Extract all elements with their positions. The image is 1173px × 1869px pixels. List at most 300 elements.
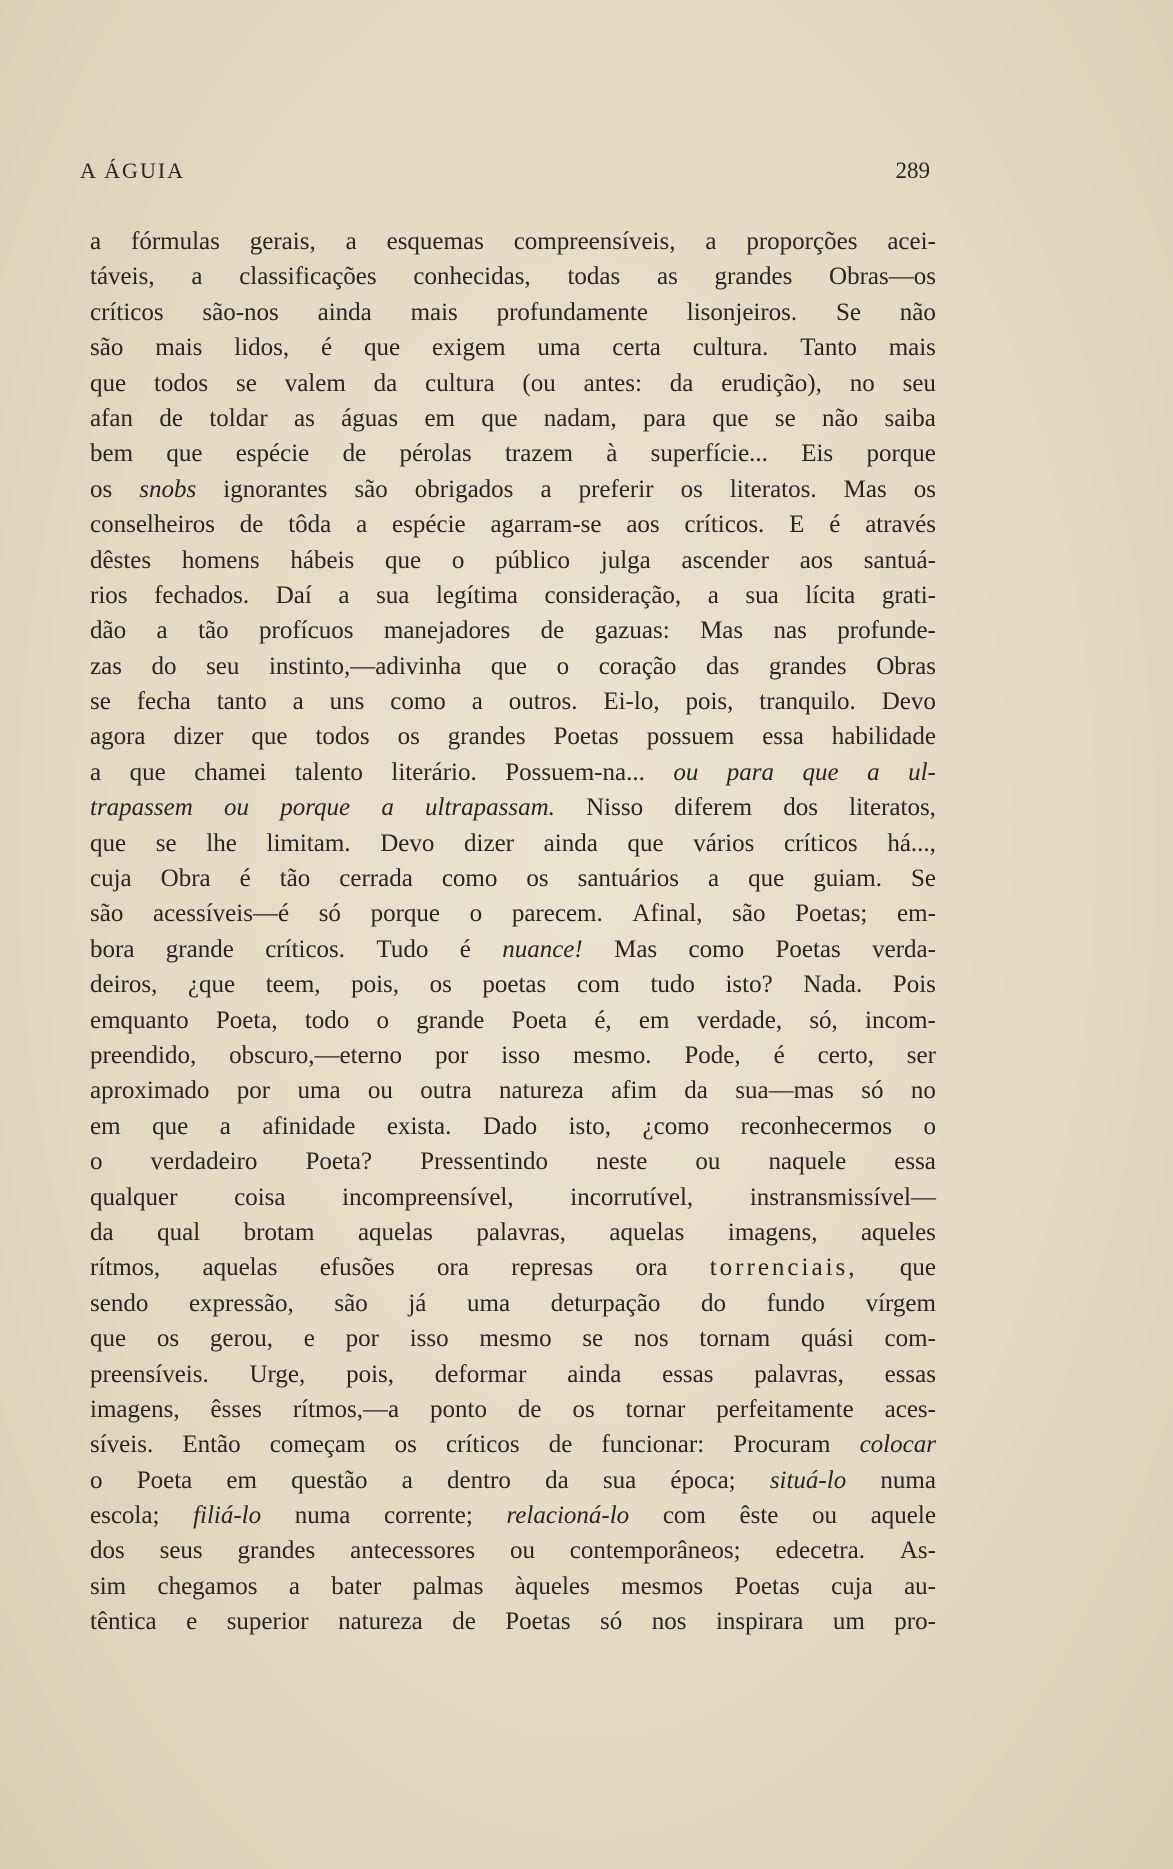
text-line [90,543,936,578]
word: dão [90,617,127,645]
word: ou [509,1537,535,1565]
word: tudo [650,971,695,999]
word: táveis, [90,263,155,291]
word: colocar [859,1431,936,1459]
word: pois, [685,688,734,716]
word: águas [341,404,399,432]
word: que [363,334,401,362]
word: instransmissível— [749,1183,936,1211]
word: grandes [714,263,793,291]
word: superior [226,1608,309,1636]
word: tornam [699,1325,771,1353]
text-line [90,1215,936,1250]
word: ou [367,1077,393,1105]
word: ora [437,1254,469,1282]
word: a [338,581,350,609]
word: palmas [412,1572,484,1600]
word: sua—mas [735,1077,834,1105]
word: outra [420,1077,472,1105]
word: a [867,758,880,786]
word: (ou [522,369,556,397]
word: da [545,1466,569,1494]
text-line [90,861,936,896]
word: inspirara [715,1608,804,1636]
word: literário. [391,758,477,786]
word: espécie [392,511,466,539]
word: agora [90,723,146,751]
text-line [90,1038,936,1073]
word: lidos, [234,334,290,362]
word: as [294,404,315,432]
text-line [90,1073,936,1108]
word: cuja [831,1572,873,1600]
text-line [90,684,936,719]
word: grande [165,935,234,963]
word: acessíveis—é [152,900,290,928]
word: Urge, [249,1360,306,1388]
word: que [90,829,127,857]
word: mesmos [621,1572,704,1600]
word: a [705,228,717,255]
word: Afinal, [632,900,703,928]
word: de [452,1608,476,1636]
text-line [90,1569,936,1604]
body-text [90,224,936,1640]
word: por [236,1077,271,1105]
word: lhe [206,829,237,857]
word: santuários [577,865,679,893]
word: é, [594,1006,612,1034]
word: as [656,263,678,291]
word: críticos. [265,935,346,963]
word: são [90,900,124,928]
word: consideração, [544,581,682,609]
word: se [236,369,257,397]
word: já [408,1289,427,1317]
word: sua [602,1466,637,1494]
word: numa [880,1466,936,1494]
text-line [90,366,936,401]
word: ora [635,1254,668,1282]
word: que [152,1112,189,1140]
word: que [627,829,664,857]
word: antes: [583,369,642,397]
word: a [356,511,368,539]
word: em [90,1112,121,1140]
text-line [90,1144,936,1179]
word: os [397,723,420,751]
word: que [384,546,422,574]
word: aquelas [357,1218,433,1246]
word: Poeta [511,1006,568,1034]
word: rios [90,581,128,609]
word: Mas [700,617,744,645]
word: natureza [338,1608,423,1636]
word: corrente; [384,1502,473,1530]
word: ser [906,1041,936,1069]
word: nos [651,1608,687,1636]
word: como [688,935,745,963]
word: espécie [235,440,310,468]
word: literatos, [849,794,936,822]
word: esquemas [386,228,484,255]
word: é [321,334,333,362]
word: em [638,1006,670,1034]
word: para [726,758,775,786]
word: contemporâneos; [569,1537,741,1565]
word: represas [511,1254,594,1282]
word: por [345,1325,379,1353]
word: os [156,1325,180,1353]
text-line [90,1286,936,1321]
word: coisa [234,1183,286,1211]
word: outros. [508,688,578,716]
text-line [90,1498,936,1533]
word: Poetas; [795,900,868,928]
word: a [381,794,394,822]
word: nadam, [543,404,617,432]
word: os [429,971,452,999]
word: ou [673,758,699,786]
word: de [517,1395,542,1423]
word: como [390,688,446,716]
text-line [90,932,936,967]
word: limitam. [266,829,351,857]
word: obscuro,—eterno [229,1041,403,1069]
word: os [394,1431,417,1459]
word: através [865,511,936,539]
word: preferir [578,475,654,503]
word: antecessores [350,1537,476,1565]
word: que [490,652,528,680]
word: Ei-lo, [603,688,660,716]
word: começam [269,1431,366,1459]
word: au- [904,1572,936,1600]
word: escola; [90,1502,160,1530]
text-line [90,1463,936,1498]
word: hábeis [290,546,355,574]
word: êste [739,1502,779,1530]
text-line [90,1321,936,1356]
word: bem [90,440,134,468]
word: Obra [160,865,211,893]
word: As- [899,1537,936,1565]
word: ul- [908,758,936,786]
word: que [899,1254,936,1282]
word: trazem [504,440,573,468]
text-line [90,578,936,613]
word: grandes [768,652,847,680]
word: imagens, [90,1395,180,1423]
text-line [90,259,936,294]
text-line [90,436,936,471]
word: que [90,369,127,397]
word: Poeta, [215,1006,278,1034]
word: zas [90,652,122,680]
word: nos [633,1325,669,1353]
word: só [318,900,341,928]
word: snobs [139,475,197,503]
word: Nada. [803,971,863,999]
word: o [90,1466,103,1494]
text-line [90,1604,936,1639]
word: toldar [209,404,268,432]
word: a [90,758,102,786]
word: habilidade [831,723,936,751]
word: a [471,688,483,716]
word: proporções [746,228,858,255]
word: classificações [239,263,377,291]
word: reconhecermos [740,1112,892,1140]
word: Poeta [136,1466,193,1494]
word: qual [157,1218,201,1246]
word: críticos [90,298,164,326]
word: dêstes [90,546,152,574]
word: e [186,1608,198,1636]
word: rítmos, [90,1254,161,1282]
word: obrigados [414,475,514,503]
text-line [90,719,936,754]
word: só [600,1608,623,1636]
word: fechados. [154,581,250,609]
word: sim [90,1572,127,1600]
word: que [712,404,749,432]
word: afim [611,1077,657,1105]
word: ou [812,1502,838,1530]
word: seu [902,369,936,397]
word: tornar [625,1395,686,1423]
word: erudição), [721,369,822,397]
word: fundo [766,1289,825,1317]
word: Procuram [733,1431,831,1459]
word: a [707,581,719,609]
word: afan [90,404,134,432]
word: exista. [386,1112,452,1140]
word: não [822,404,859,432]
word: da [373,369,398,397]
word: Pode, [684,1041,741,1069]
word: deturpação [550,1289,661,1317]
word: do [151,652,177,680]
word: gerais, [249,228,316,255]
word: cultura. [692,334,769,362]
word: legítima [435,581,518,609]
text-line [90,967,936,1002]
text-line [90,507,936,542]
word: guiam. [813,865,882,893]
word: E [789,511,805,539]
word: críticos [445,1431,520,1459]
word: há..., [887,829,936,857]
word: são [90,334,124,362]
word: grandes [447,723,526,751]
page-header [80,158,930,194]
word: qualquer [90,1183,178,1211]
word: incorrutível, [570,1183,694,1211]
word: palavras, [754,1360,844,1388]
text-line [90,1180,936,1215]
word: manejadores [383,617,511,645]
word: Poetas [553,723,619,751]
word: a [90,228,102,255]
word: àqueles [514,1572,590,1600]
word: a [540,475,552,503]
word: porque [370,900,441,928]
word: mais [410,298,458,326]
word: Tanto [800,334,857,362]
word: à [606,440,618,468]
word: tôda [288,511,332,539]
word: filiá-lo [193,1502,262,1530]
word: no [849,369,875,397]
word: verda- [872,935,936,963]
word: dos [90,1537,125,1565]
word: literatos. [729,475,817,503]
page-number: 289 [895,158,930,183]
word: dizer [173,723,224,751]
word: tão [198,617,229,645]
word: isso [501,1041,541,1069]
word: que [251,723,288,751]
word: aproximado [90,1077,210,1105]
word: o [376,1006,390,1034]
word: uma [297,1077,341,1105]
word: grati- [881,581,936,609]
word: Eis [801,440,834,468]
word: a [219,1112,231,1140]
word: êsses [210,1395,262,1423]
word: fórmulas [131,228,220,255]
word: todo [304,1006,350,1034]
word: mais [888,334,936,362]
word: ainda [567,1360,622,1388]
word: o [556,652,570,680]
word: se [155,829,177,857]
word: críticos [784,829,858,857]
word: ponto [430,1395,487,1423]
text-line [90,1533,936,1568]
text-line [90,790,936,825]
word: isto, [568,1112,611,1140]
word: preendido, [90,1041,197,1069]
word: Então [182,1431,241,1459]
word: que [802,758,839,786]
word: gerou, [209,1325,274,1353]
word: para [643,404,687,432]
word: naquele [768,1148,847,1176]
word: uma [537,334,581,362]
word: grandes [237,1537,316,1565]
word: público [495,546,571,574]
word: a [288,1572,300,1600]
word: todos [153,369,209,397]
word: a [191,263,203,291]
word: numa [294,1502,351,1530]
word: certa [612,334,661,362]
word: a [292,688,304,716]
text-line [90,330,936,365]
word: cuja [90,865,132,893]
word: ou [224,794,249,822]
word: agarram-se [490,511,602,539]
word: o [90,1148,103,1176]
word: os [680,475,703,503]
text-line [90,649,936,684]
word: conselheiros [90,511,215,539]
word: seu [206,652,240,680]
word: cultura [425,369,495,397]
word: ascender [681,546,769,574]
word: aqueles [860,1218,936,1246]
text-line [90,1392,936,1427]
word: ultrapassam. [425,794,555,822]
word: Poetas [505,1608,571,1636]
word: de [159,404,183,432]
word: Nisso [586,794,644,822]
word: gazuas: [594,617,670,645]
word: profundamente [496,298,648,326]
word: que [166,440,203,468]
word: preensíveis. [90,1360,209,1388]
word: Pois [892,971,936,999]
word: trapassem [90,794,193,822]
word: essa [762,723,804,751]
word: como [441,865,498,893]
text-line [90,472,936,507]
word: os [913,475,936,503]
word: a [156,617,168,645]
word: exigem [431,334,506,362]
word: cerrada [339,865,413,893]
word: aos [799,546,834,574]
word: Poetas [734,1572,800,1600]
word: se [90,688,111,716]
word: Se [835,298,861,326]
word: a [401,1466,413,1494]
word: o [923,1112,936,1140]
word: edecetra. [775,1537,865,1565]
word: tão [279,865,311,893]
word: funcionar: [601,1431,705,1459]
word: deiros, [90,971,158,999]
word: pérolas [399,440,472,468]
word: coração [598,652,677,680]
word: um [832,1608,865,1636]
word: expressão, [188,1289,294,1317]
word: época; [670,1466,736,1494]
text-line [90,896,936,931]
word: teem, [265,971,321,999]
word: acei- [887,228,936,255]
word: uma [467,1289,511,1317]
word: que [129,758,166,786]
word: é [239,865,251,893]
word: são [732,900,766,928]
word: de [548,1431,573,1459]
word: quási [800,1325,854,1353]
word: que [481,404,518,432]
word: dentro [447,1466,511,1494]
word: instinto,—adivinha [268,652,462,680]
word: vários [693,829,755,857]
word: tanto [216,688,267,716]
word: da [684,1077,708,1105]
word: palavras, [476,1218,566,1246]
word: parecem. [511,900,603,928]
word: certo, [817,1041,874,1069]
word: aquelas [202,1254,278,1282]
word: bater [331,1572,382,1600]
